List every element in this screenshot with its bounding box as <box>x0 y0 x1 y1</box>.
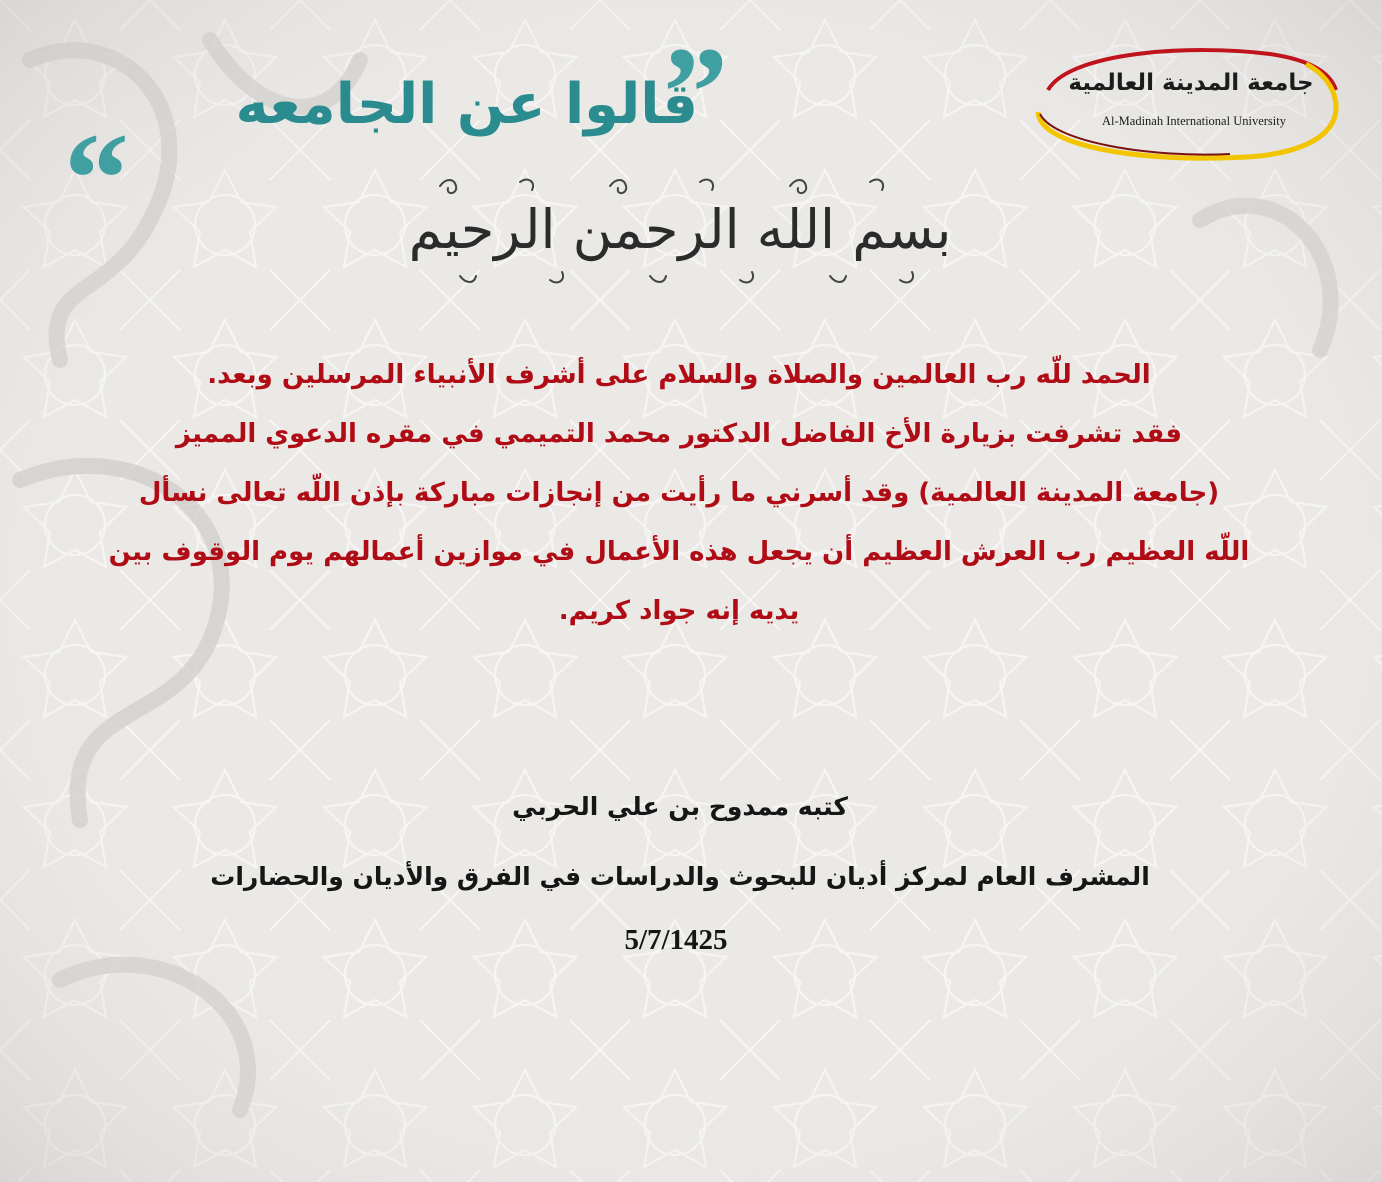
basmala-text: بسم الله الرحمن الرحيم <box>408 198 952 261</box>
signature-date: 5/7/1425 <box>624 924 728 956</box>
author-title: المشرف العام لمركز أديان للبحوث والدراسات في الفرق والأديان والحضارات <box>210 862 1150 891</box>
logo-english-name: Al-Madinah International University <box>1102 114 1286 128</box>
open-quote-icon: “ <box>64 107 129 251</box>
body-line: اللّه العظيم رب العرش العظيم أن يجعل هذه الأعمال في موازين أعمالهم يوم الوقوف بين <box>108 537 1250 567</box>
testimonial-body <box>16 346 1342 641</box>
close-quote-icon: ” <box>663 21 728 165</box>
logo-emblem-icon <box>1030 42 1342 166</box>
body-line: فقد تشرفت بزيارة الأخ الفاضل الدكتور محمد التميمي في مقره الدعوي المميز <box>175 419 1183 449</box>
university-logo <box>1030 42 1342 166</box>
author-name: كتبه ممدوح بن علي الحربي <box>512 792 848 821</box>
body-line: (جامعة المدينة العالمية) وقد أسرني ما رأيت من إنجازات مباركة بإذن اللّه تعالى نسأل <box>138 478 1220 508</box>
logo-arabic-name: جامعة المدينة العالمية <box>1068 70 1314 96</box>
basmala <box>400 172 960 292</box>
body-line: الحمد للّه رب العالمين والصلاة والسلام على أشرف الأنبياء المرسلين وبعد. <box>207 360 1151 390</box>
page-title: قالوا عن الجامعه <box>235 72 698 137</box>
body-line: يديه إنه جواد كريم. <box>558 596 800 626</box>
